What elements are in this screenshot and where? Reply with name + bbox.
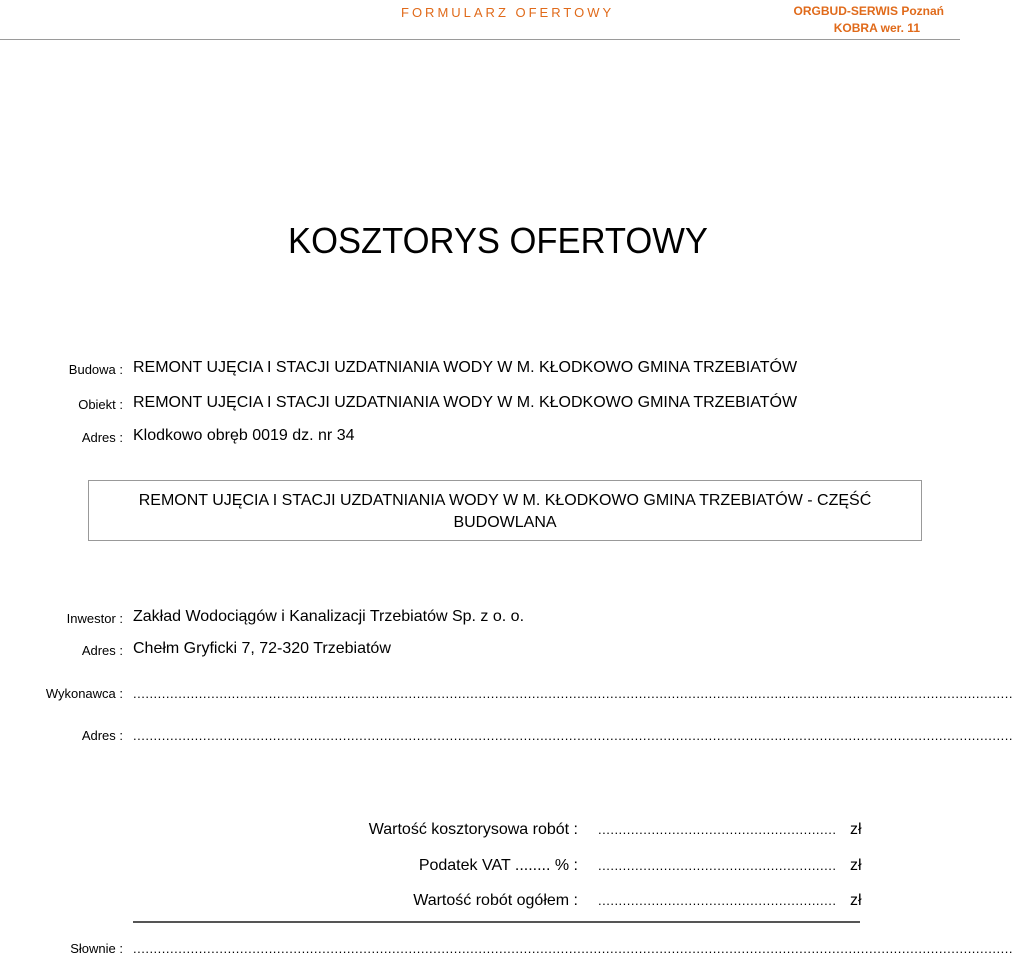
investor-name: Zakład Wodociągów i Kanalizacji Trzebiatów Sp. z o. o. <box>133 608 525 625</box>
total-value-label: Wartość robót ogółem : <box>413 892 578 909</box>
total-value-unit: zł <box>850 892 862 909</box>
in-words-label: Słownie : <box>70 941 123 956</box>
scope-line-2: BUDOWLANA <box>453 514 557 531</box>
investor-label: Inwestor : <box>66 611 123 626</box>
software-company: ORGBUD-SERWIS Poznań <box>793 4 944 18</box>
contractor-label: Wykonawca : <box>45 686 123 701</box>
contractor-fill-line[interactable]: ...................................................................................................................................................................................................................... <box>133 686 1013 701</box>
document-title: KOSZTORYS OFERTOWY <box>288 220 708 261</box>
project-address-value: Klodkowo obręb 0019 dz. nr 34 <box>133 427 355 444</box>
in-words-fill-line[interactable]: ...................................................................................................................................................................................................................... <box>133 941 1013 956</box>
contractor-address-label: Adres : <box>81 728 123 743</box>
header-divider <box>0 39 960 40</box>
estimate-value-label: Wartość kosztorysowa robót : <box>368 821 578 838</box>
software-version: KOBRA wer. 11 <box>833 21 920 35</box>
obiekt-label: Obiekt : <box>78 397 123 412</box>
form-type-heading: FORMULARZ OFERTOWY <box>401 5 615 20</box>
total-value-fill[interactable]: .......................................................... <box>598 893 837 908</box>
investor-address: Chełm Gryficki 7, 72-320 Trzebiatów <box>133 640 391 657</box>
investor-address-label: Adres : <box>81 643 123 658</box>
vat-label: Podatek VAT ........ % : <box>418 857 578 874</box>
project-address-label: Adres : <box>81 430 123 445</box>
scope-line-1: REMONT UJĘCIA I STACJI UZDATNIANIA WODY W M. KŁODKOWO GMINA TRZEBIATÓW - CZĘŚĆ <box>138 492 872 509</box>
budowa-label: Budowa : <box>68 362 123 377</box>
obiekt-value: REMONT UJĘCIA I STACJI UZDATNIANIA WODY W M. KŁODKOWO GMINA TRZEBIATÓW <box>133 394 798 411</box>
estimate-value-unit: zł <box>850 821 862 838</box>
summary-divider <box>133 921 860 923</box>
budowa-value: REMONT UJĘCIA I STACJI UZDATNIANIA WODY W M. KŁODKOWO GMINA TRZEBIATÓW <box>133 359 798 376</box>
contractor-address-fill-line[interactable]: ...................................................................................................................................................................................................................... <box>133 728 1013 743</box>
vat-fill[interactable]: .......................................................... <box>598 858 837 873</box>
scope-box <box>88 480 922 541</box>
estimate-value-fill[interactable]: .......................................................... <box>598 822 837 837</box>
vat-unit: zł <box>850 857 862 874</box>
